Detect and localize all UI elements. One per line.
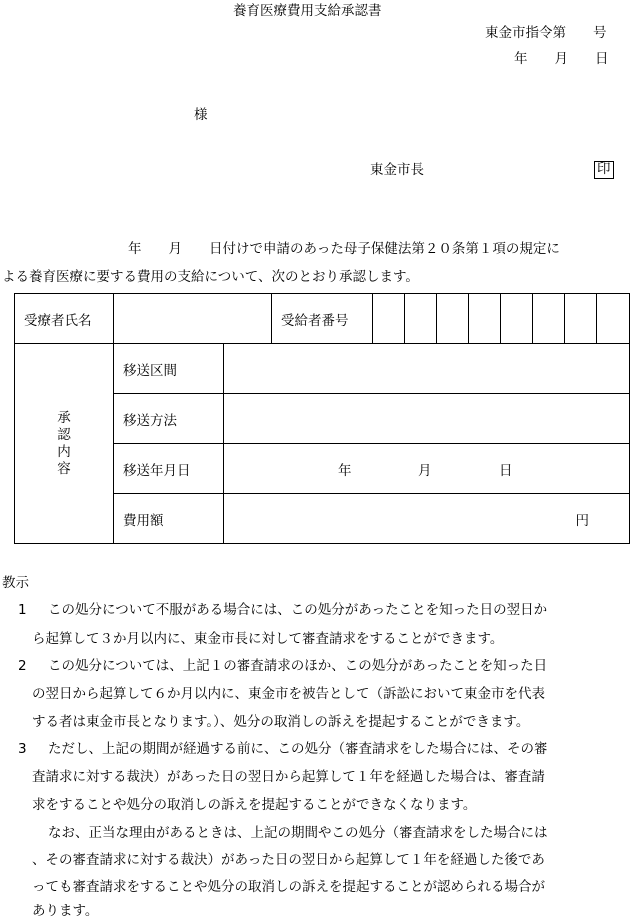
- body-text-line: よる養育医療に要する費用の支給について、次のとおり承認します。: [2, 269, 419, 285]
- issue-date: 年 月 日: [514, 51, 609, 67]
- recipient-number-digit[interactable]: [565, 294, 597, 344]
- yen-unit: 円: [575, 512, 589, 529]
- notice-item-line: 求をすることや処分の取消しの訴えを提起することができなくなります。: [32, 797, 477, 813]
- transport-date-field[interactable]: [224, 444, 630, 494]
- notice-item-number: 1: [18, 602, 27, 618]
- notice-item-line: 査請求に対する裁決）があった日の翌日から起算して１年を経過した場合は、審査請: [32, 769, 545, 785]
- issuer-name: 東金市長: [370, 162, 424, 178]
- transport-method-label: 移送方法: [114, 394, 224, 444]
- recipient-number-digit[interactable]: [501, 294, 533, 344]
- document-number: 東金市指令第 号: [485, 25, 607, 41]
- recipient-number-digit[interactable]: [437, 294, 469, 344]
- seal-mark: 印: [594, 161, 614, 179]
- recipient-name-label: 受療者氏名: [15, 294, 114, 344]
- transport-section-label: 移送区間: [114, 344, 224, 394]
- recipient-number-digit[interactable]: [373, 294, 405, 344]
- recipient-number-digit[interactable]: [469, 294, 501, 344]
- recipient-number-label: 受給者番号: [272, 294, 373, 344]
- transport-method-field[interactable]: [224, 394, 630, 444]
- date-month-unit: 月: [418, 462, 432, 479]
- body-text-line: 年 月 日付けで申請のあった母子保健法第２０条第１項の規定に: [128, 241, 560, 257]
- notice-item-line: この処分について不服がある場合には、この処分があったことを知った日の翌日か: [48, 602, 548, 618]
- approval-form-table: [14, 293, 630, 544]
- date-year-unit: 年: [338, 462, 352, 479]
- transport-section-field[interactable]: [224, 344, 630, 394]
- notice-item-number: 2: [18, 658, 27, 674]
- notice-heading: 教示: [2, 575, 29, 591]
- notice-item-line: の翌日から起算して６か月以内に、東金市を被告として（訴訟において東金市を代表: [32, 686, 545, 702]
- addressee-suffix: 様: [194, 107, 208, 123]
- notice-note-line: 、その審査請求に対する裁決）があった日の翌日から起算して１年を経過した後であ: [32, 852, 545, 868]
- notice-item-line: する者は東金市長となります。）、処分の取消しの訴えを提起することができます。: [32, 714, 530, 730]
- cost-amount-label: 費用額: [114, 494, 224, 544]
- recipient-name-field[interactable]: [114, 294, 272, 344]
- recipient-number-digit[interactable]: [533, 294, 565, 344]
- recipient-number-digit[interactable]: [597, 294, 630, 344]
- document-title: 養育医療費用支給承認書: [233, 3, 382, 19]
- approval-content-label: 承認内容: [15, 344, 114, 544]
- notice-item-number: 3: [18, 741, 27, 757]
- transport-date-label: 移送年月日: [114, 444, 224, 494]
- notice-note-line: あります。: [32, 903, 99, 919]
- notice-item-line: ただし、上記の期間が経過する前に、この処分（審査請求をした場合には、その審: [48, 741, 548, 757]
- notice-note-line: なお、正当な理由があるときは、上記の期間やこの処分（審査請求をした場合には: [48, 825, 548, 841]
- notice-item-line: ら起算して３か月以内に、東金市長に対して審査請求をすることができます。: [32, 631, 504, 647]
- date-day-unit: 日: [499, 462, 513, 479]
- recipient-number-digit[interactable]: [405, 294, 437, 344]
- cost-amount-field[interactable]: [224, 494, 630, 544]
- notice-note-line: っても審査請求をすることや処分の取消しの訴えを提起することが認められる場合が: [32, 879, 545, 895]
- notice-item-line: この処分については、上記１の審査請求のほか、この処分があったことを知った日: [48, 658, 548, 674]
